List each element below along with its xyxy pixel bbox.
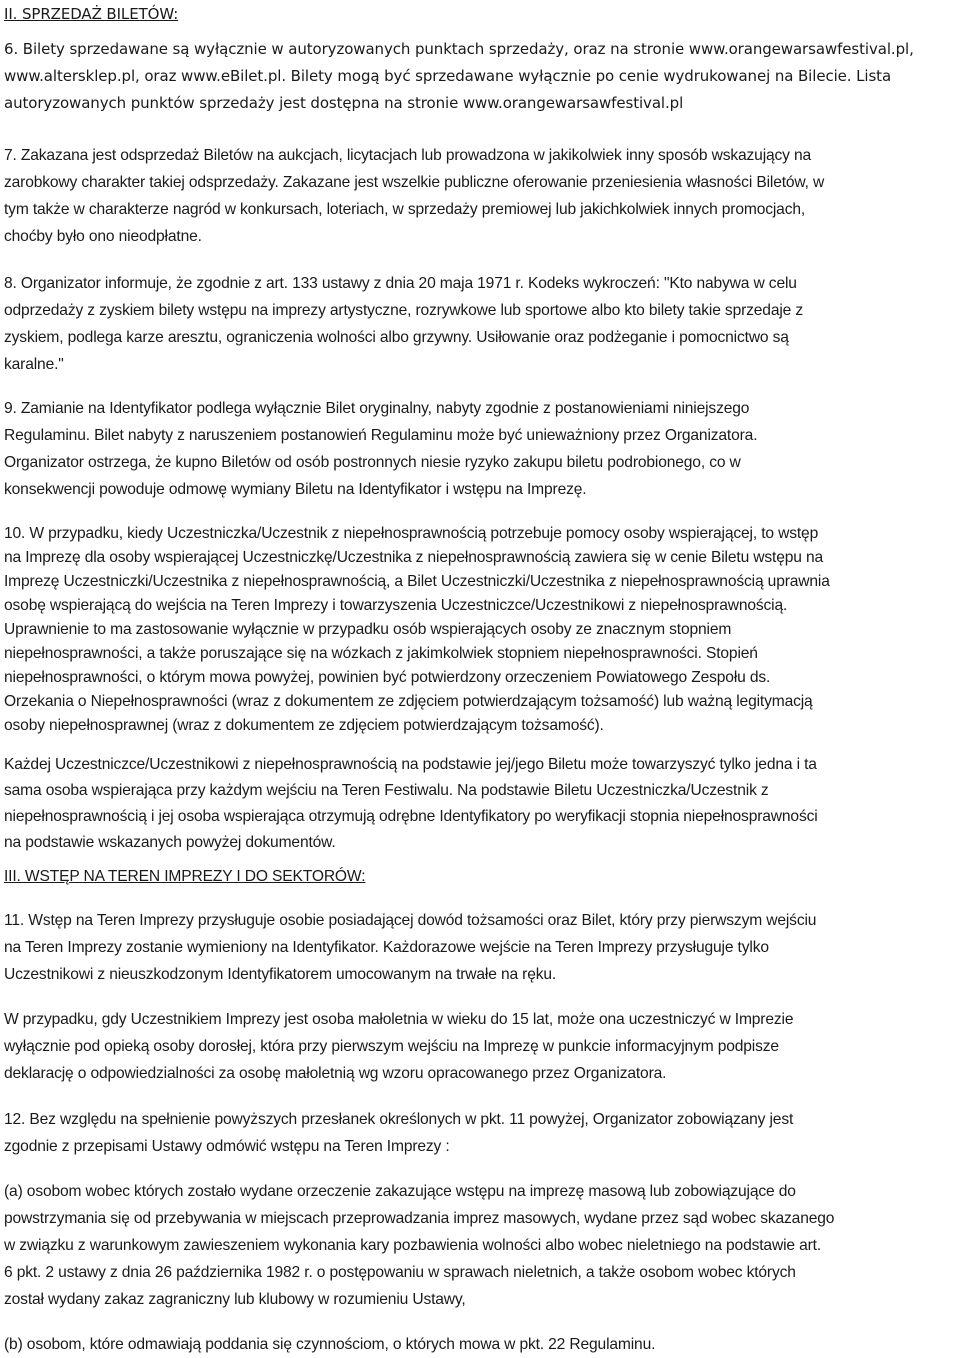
paragraph-line: konsekwencji powoduje odmowę wymiany Biletu na Identyfikator i wstępu na Imprezę. [4, 481, 587, 498]
paragraph-line: choćby było ono nieodpłatne. [4, 228, 202, 245]
paragraph-line: 8. Organizator informuje, że zgodnie z art. 133 ustawy z dnia 20 maja 1971 r. Kodeks wykroczeń: "Kto nabywa w celu [4, 275, 797, 292]
paragraph-line: Uczestnikowi z nieuszkodzonym Identyfikatorem umocowanym na trwałe na ręku. [4, 966, 557, 983]
paragraph-7 [4, 142, 952, 250]
paragraph-line: zyskiem, podlega karze aresztu, ograniczenia wolności albo grzywny. Usiłowanie oraz podżeganie i pomocnictwo są [4, 329, 789, 346]
paragraph-line: 7. Zakazana jest odsprzedaż Biletów na aukcjach, licytacjach lub prowadzona w jakikolwiek inny sposób wskazujący na [4, 147, 812, 164]
paragraph-11 [4, 907, 952, 988]
paragraph-line: (a) osobom wobec których zostało wydane orzeczenie zakazujące wstępu na imprezę masową lub zobowiązujące do [4, 1183, 796, 1200]
paragraph-line: (b) osobom, które odmawiają poddania się czynnościom, o których mowa w pkt. 22 Regulaminu. [4, 1336, 656, 1353]
paragraph-line: na Teren Imprezy zostanie wymieniony na Identyfikator. Każdorazowe wejście na Teren Imprezy przysługuje tylko [4, 939, 769, 956]
paragraph-line: na podstawie wskazanych powyżej dokumentów. [4, 834, 336, 851]
paragraph-line: W przypadku, gdy Uczestnikiem Imprezy jest osoba małoletnia w wieku do 15 lat, może ona uczestniczyć w Imprezie [4, 1011, 794, 1028]
paragraph-line: deklarację o odpowiedzialności za osobę małoletnią wg wzoru opracowanego przez Organizatora. [4, 1065, 667, 1082]
paragraph-line: 11. Wstęp na Teren Imprezy przysługuje osobie posiadającej dowód tożsamości oraz Bilet, który przy pierwszym wejściu [4, 912, 817, 929]
paragraph-line: odprzedaży z zyskiem bilety wstępu na imprezy artystyczne, rozrywkowe lub sportowe albo kto bilety takie sprzedaje z [4, 302, 804, 319]
paragraph-line: na Imprezę dla osoby wspierającej Uczestniczkę/Uczestnika z niepełnosprawnością zawiera się w cenie Biletu wstępu na [4, 549, 824, 566]
paragraph-line: Orzekania o Niepełnosprawności (wraz z dokumentem ze zdjęciem potwierdzającym tożsamość) lub ważną legitymacją [4, 693, 813, 710]
paragraph-line: Uprawnienie to ma zastosowanie wyłącznie w przypadku osób wspierających osoby ze znacznym stopniem [4, 621, 732, 638]
paragraph-line: powstrzymania się od przebywania w miejscach przeprowadzania imprez masowych, wydane przez sąd wobec skazanego [4, 1210, 835, 1227]
paragraph-10b [4, 752, 952, 856]
paragraph-11b [4, 1006, 952, 1087]
paragraph-line: autoryzowanych punktów sprzedaży jest dostępna na stronie www.orangewarsawfestival.pl [4, 94, 684, 112]
paragraph-12a [4, 1178, 952, 1313]
paragraph-line: Imprezę Uczestniczki/Uczestnika z niepełnosprawnością, a Bilet Uczestniczki/Uczestnika z niepełnosprawnością uprawnia [4, 573, 830, 590]
paragraph-6 [4, 36, 952, 117]
paragraph-line: 10. W przypadku, kiedy Uczestniczka/Uczestnik z niepełnosprawnością potrzebuje pomocy osoby wspierającej, to wstęp [4, 525, 819, 542]
paragraph-8 [4, 270, 952, 378]
paragraph-line: Organizator ostrzega, że kupno Biletów od osób postronnych niesie ryzyko zakupu biletu podrobionego, co w [4, 454, 741, 471]
paragraph-line: 6 pkt. 2 ustawy z dnia 26 października 1982 r. o postępowaniu w sprawach nieletnich, a także osobom wobec których [4, 1264, 796, 1281]
paragraph-line: www.altersklep.pl, oraz www.eBilet.pl. Bilety mogą być sprzedawane wyłącznie po cenie wydrukowanej na Bilecie. Lista [4, 67, 892, 85]
paragraph-line: sama osoba wspierająca przy każdym wejściu na Teren Festiwalu. Na podstawie Biletu Uczestniczka/Uczestnik z [4, 782, 769, 799]
paragraph-line: zgodnie z przepisami Ustawy odmówić wstępu na Teren Imprezy : [4, 1138, 450, 1155]
paragraph-12 [4, 1106, 952, 1160]
paragraph-9 [4, 395, 952, 503]
paragraph-line: tym także w charakterze nagród w konkursach, loteriach, w sprzedaży premiowej lub jakichkolwiek innych promocjach, [4, 201, 806, 218]
paragraph-line: wyłącznie pod opieką osoby dorosłej, która przy pierwszym wejściu na Imprezę w punkcie informacyjnym podpisze [4, 1038, 779, 1055]
paragraph-line: niepełnosprawności, o którym mowa powyżej, powinien być potwierdzony orzeczeniem Powiatowego Zespołu ds. [4, 669, 771, 686]
paragraph-line: niepełnosprawnością i jej osoba wspierająca otrzymują odrębne Identyfikatory po weryfikacji stopnia niepełnosprawności [4, 808, 818, 825]
paragraph-line: karalne." [4, 356, 64, 373]
paragraph-line: 9. Zamianie na Identyfikator podlega wyłącznie Bilet oryginalny, nabyty zgodnie z postanowieniami niniejszego [4, 400, 750, 417]
paragraph-line: Regulaminu. Bilet nabyty z naruszeniem postanowień Regulaminu może być unieważniony przez Organizatora. [4, 427, 758, 444]
section-heading-entry: III. WSTĘP NA TEREN IMPREZY I DO SEKTORÓW: [4, 868, 366, 885]
paragraph-line: został wydany zakaz zagraniczny lub klubowy w rozumieniu Ustawy, [4, 1291, 466, 1308]
paragraph-line: 12. Bez względu na spełnienie powyższych przesłanek określonych w pkt. 11 powyżej, Organizator zobowiązany jest [4, 1111, 794, 1128]
paragraph-line: osoby niepełnosprawnej (wraz z dokumentem ze zdjęciem potwierdzającym tożsamość). [4, 717, 604, 734]
paragraph-10 [4, 522, 952, 738]
paragraph-line: 6. Bilety sprzedawane są wyłącznie w autoryzowanych punktach sprzedaży, oraz na stronie www.orangewarsawfestival.pl, [4, 40, 914, 58]
paragraph-line: Każdej Uczestniczce/Uczestnikowi z niepełnosprawnością na podstawie jej/jego Biletu może towarzyszyć tylko jedna i ta [4, 756, 817, 773]
paragraph-line: zarobkowy charakter takiej odsprzedaży. Zakazane jest wszelkie publiczne oferowanie przeniesienia własności Biletów, w [4, 174, 825, 191]
paragraph-line: osobę wspierającą do wejścia na Teren Imprezy i towarzyszenia Uczestniczce/Uczestnikowi z niepełnosprawnością. [4, 597, 788, 614]
paragraph-line: niepełnosprawności, a także poruszające się na wózkach z jakimkolwiek stopniem niepełnosprawności. Stopień [4, 645, 758, 662]
section-heading-ticket-sales: II. SPRZEDAŻ BILETÓW: [4, 5, 179, 23]
paragraph-line: w związku z warunkowym zawieszeniem wykonania kary pozbawienia wolności albo wobec nieletniego na podstawie art. [4, 1237, 822, 1254]
